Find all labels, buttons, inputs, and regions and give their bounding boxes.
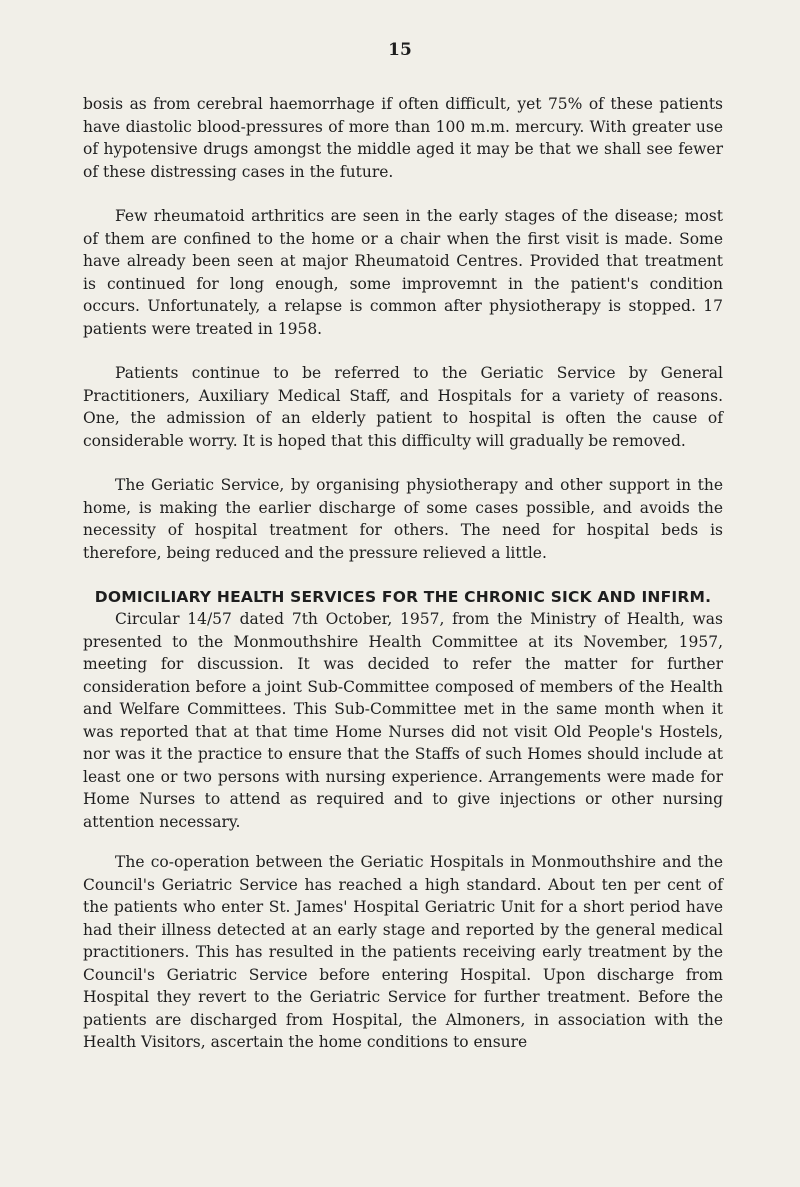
body-text (83, 93, 723, 1076)
paragraph-hypertension: bosis as from cerebral haemorrhage if often difficult, yet 75% of these patients have diastolic blood-pressures of more than 100 m.m. mercury. With greater use of hypotensive drugs amongst the middle aged it may be that we shall see fewer of these distressing cases in the future. (83, 95, 723, 181)
paragraph-rheumatoid-arthritis: Few rheumatoid arthritics are seen in the early stages of the disease; most of them are confined to the home or a chair when the first visit is made. Some have already been seen at major Rheumatoid Centres. Provided that treatment is continued for long enough, some improvemnt in the patient's condition occurs. Unfortunately, a relapse is common after physiotherapy is stopped. 17 patients were treated in 1958. (83, 207, 723, 338)
paragraph-referrals: Patients continue to be referred to the Geriatic Service by General Practitioners, Auxiliary Medical Staff, and Hospitals for a variety of reasons. One, the admission of an elderly patient to hospital is often the cause of considerable worry. It is hoped that this difficulty will gradually be removed. (83, 364, 723, 450)
paragraph-co-operation: The co-operation between the Geriatic Hospitals in Monmouthshire and the Council's Geriatric Service has reached a high standard. About ten per cent of the patients who enter St. James' Hospital Geriatric Unit for a short period have had their illness detected at an early stage and reported by the general medical practitioners. This has resulted in the patients receiving early treatment by the Council's Geriatric Service before entering Hospital. Upon discharge from Hospital they revert to the Geriatric Service for further treatment. Before the patients are discharged from Hospital, the Almoners, in association with the Health Visitors, ascertain the home conditions to ensure (83, 853, 723, 1051)
page-number: 15 (388, 40, 412, 60)
paragraph-geriatric-service: The Geriatic Service, by organising physiotherapy and other support in the home, is making the earlier discharge of some cases possible, and avoids the necessity of hospital treatment for others. The need for hospital beds is therefore, being reduced and the pressure relieved a little. (83, 476, 723, 562)
section-heading: DOMICILIARY HEALTH SERVICES FOR THE CHRONIC SICK AND INFIRM. (94, 588, 712, 606)
paragraph-circular: Circular 14/57 dated 7th October, 1957, from the Ministry of Health, was presented to the Monmouthshire Health Committee at its November, 1957, meeting for discussion. It was decided to refer the matter for further consideration before a joint Sub-Committee composed of members of the Health and Welfare Committees. This Sub-Committee met in the same month when it was reported that at that time Home Nurses did not visit Old People's Hostels, nor was it the practice to ensure that the Staffs of such Homes should include at least one or two persons with nursing experience. Arrangements were made for Home Nurses to attend as required and to give injections or other nursing attention necessary. (83, 610, 723, 831)
